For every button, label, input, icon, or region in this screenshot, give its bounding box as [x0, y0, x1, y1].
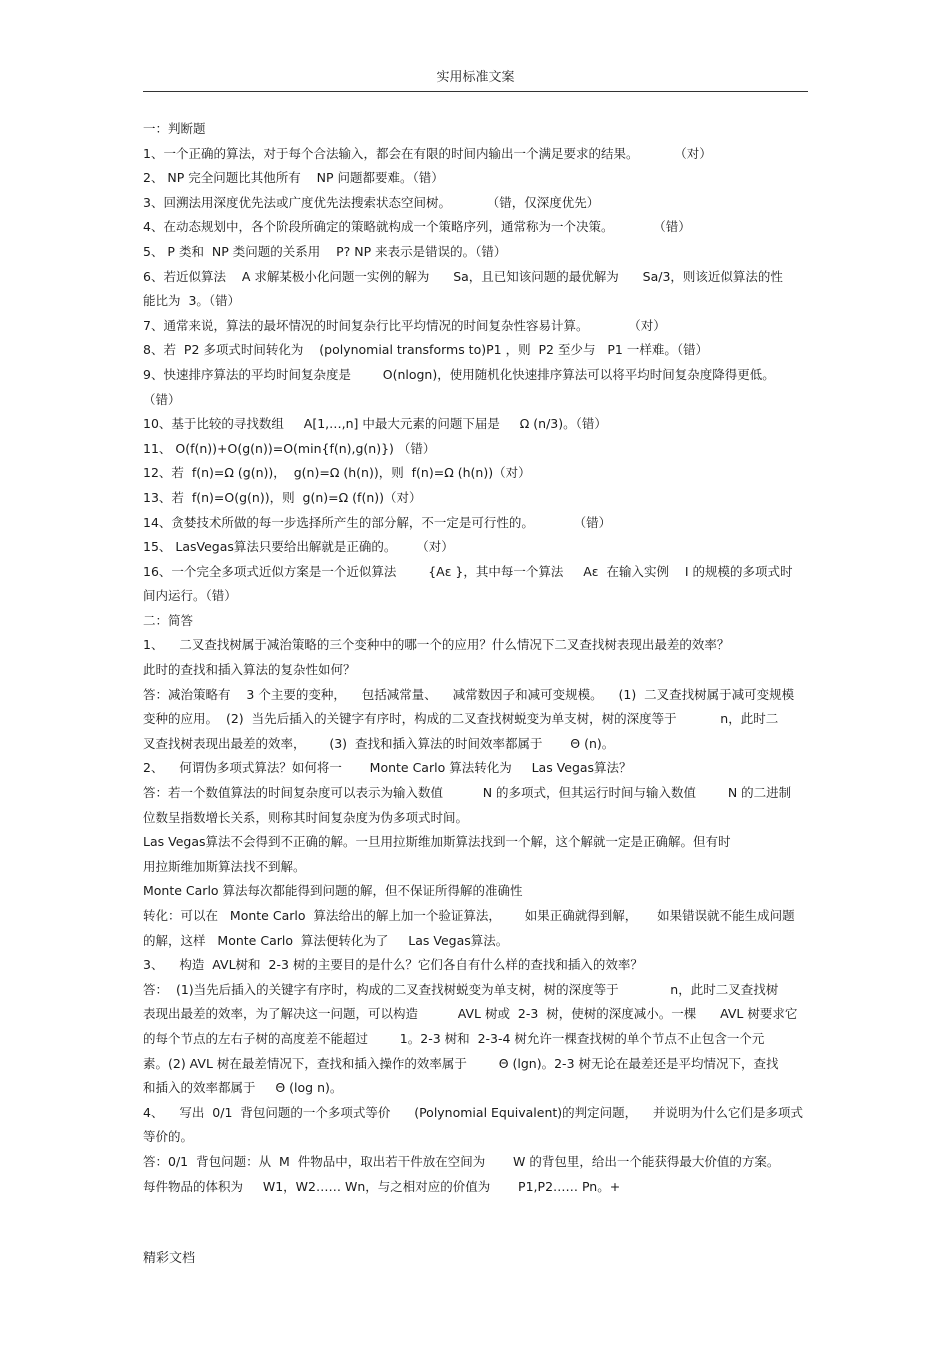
text-line: 3、回溯法用深度优先法或广度优先法搜索状态空间树。 （错，仅深度优先） [143, 194, 600, 210]
text-line: 2、 NP 完全问题比其他所有 NP 问题都要难。（错） [143, 170, 444, 186]
text-line: 间内运行。（错） [143, 588, 237, 604]
text-line: 等价的。 [143, 1129, 194, 1145]
text-line: 答：若一个数值算法的时间复杂度可以表示为输入数值 N 的多项式，但其运行时间与输入数值 N 的二进制 [143, 785, 792, 801]
text-line: 的解，这样 Monte Carlo 算法便转化为了 Las Vegas算法。 [143, 932, 509, 948]
text-line: 7、通常来说，算法的最坏情况的时间复杂行比平均情况的时间复杂性容易计算。 （对） [143, 317, 666, 333]
document-body [143, 117, 808, 1199]
text-line: 叉查找树表现出最差的效率， (3) 查找和插入算法的时间效率都属于 Θ (n)。 [143, 735, 615, 751]
text-line: Monte Carlo 算法每次都能得到问题的解，但不保证所得解的准确性 [143, 883, 523, 899]
text-line: 11、 O(f(n))+O(g(n))=O(min{f(n),g(n)}) （错） [143, 440, 436, 456]
text-line: （错） [143, 391, 181, 407]
text-line: 答：减治策略有 3 个主要的变种， 包括减常量、 减常数因子和减可变规模。 (1) 二叉查找树属于减可变规模 [143, 686, 795, 702]
text-line: 14、贪婪技术所做的每一步选择所产生的部分解，不一定是可行性的。 （错） [143, 514, 612, 530]
text-line: Las Vegas算法不会得到不正确的解。一旦用拉斯维加斯算法找到一个解，这个解就一定是正确解。但有时 [143, 834, 731, 850]
text-line: 素。(2) AVL 树在最差情况下，查找和插入操作的效率属于 Θ (lgn)。2-3 树无论在最差还是平均情况下，查找 [143, 1055, 779, 1071]
question-heading: 1、 二叉查找树属于减治策略的三个变种中的哪一个的应用？什么情况下二叉查找树表现出最差的效率？ [143, 637, 730, 653]
text-line: 变种的应用。 (2) 当先后插入的关键字有序时，构成的二叉查找树蜕变为单支树，树的深度等于 n，此时二 [143, 711, 779, 727]
text-line: 9、快速排序算法的平均时间复杂度是 O(nlogn)，使用随机化快速排序算法可以将平均时间复杂度降得更低。 [143, 366, 775, 382]
text-line: 和插入的效率都属于 Θ (log n)。 [143, 1080, 343, 1096]
text-line: 10、基于比较的寻找数组 A[1,…,n] 中最大元素的问题下届是 Ω (n/3)。（错） [143, 416, 607, 432]
question-heading: 3、 构造 AVL树和 2-3 树的主要目的是什么？它们各自有什么样的查找和插入的效率？ [143, 957, 643, 973]
text-line: 15、 LasVegas算法只要给出解就是正确的。 （对） [143, 539, 454, 555]
text-line: 答： (1)当先后插入的关键字有序时，构成的二叉查找树蜕变为单支树，树的深度等于 n，此时二叉查找树 [143, 981, 779, 997]
text-line: 表现出最差的效率，为了解决这一问题，可以构造 AVL 树或 2-3 树，使树的深度减小。一棵 AVL 树要求它 [143, 1006, 798, 1022]
text-line: 每件物品的体积为 W1，W2…… Wn，与之相对应的价值为 P1,P2…… Pn。+ [143, 1178, 621, 1194]
section-heading-judgement: 一：判断题 [143, 121, 206, 136]
text-line: 8、若 P2 多项式时间转化为 (polynomial transforms to)P1 ，则 P2 至少与 P1 一样难。（错） [143, 342, 709, 358]
text-line: 能比为 3。（错） [143, 293, 241, 309]
text-line: 转化：可以在 Monte Carlo 算法给出的解上加一个验证算法， 如果正确就得到解， 如果错误就不能生成问题 [143, 908, 795, 923]
page-footer: 精彩文档 [143, 1251, 196, 1266]
text-line: 13、若 f(n)=O(g(n))，则 g(n)=Ω (f(n))（对） [143, 489, 422, 505]
section-heading-short-answer: 二：简答 [143, 612, 194, 628]
page-header: 实用标准文案 [436, 70, 515, 85]
text-line: 16、一个完全多项式近似方案是一个近似算法 {Aε }，其中每一个算法 Aε 在输入实例 I 的规模的多项式时 [143, 563, 793, 579]
text-line: 12、若 f(n)=Ω (g(n))， g(n)=Ω (h(n))，则 f(n)=Ω (h(n))（对） [143, 465, 531, 481]
question-heading: 4、 写出 0/1 背包问题的一个多项式等价 (Polynomial Equivalent)的判定问题， 并说明为什么它们是多项式 [143, 1104, 804, 1120]
text-line: 答：0/1 背包问题：从 M 件物品中，取出若干件放在空间为 W 的背包里，给出一个能获得最大价值的方案。 [143, 1153, 780, 1169]
text-line: 6、若近似算法 A 求解某极小化问题一实例的解为 Sa，且已知该问题的最优解为 Sa/3，则该近似算法的性 [143, 268, 783, 284]
text-line: 4、在动态规划中，各个阶段所确定的策略就构成一个策略序列，通常称为一个决策。 （错） [143, 219, 691, 235]
text-line: 位数呈指数增长关系，则称其时间复杂度为伪多项式时间。 [143, 809, 469, 825]
text-line: 5、 P 类和 NP 类问题的关系用 P? NP 来表示是错误的。（错） [143, 243, 507, 259]
header-rule [143, 91, 808, 92]
text-line: 1、一个正确的算法，对于每个合法输入，都会在有限的时间内输出一个满足要求的结果。 （对） [143, 145, 712, 161]
text-line: 的每个节点的左右子树的高度差不能超过 1。2-3 树和 2-3-4 树允许一棵查找树的单个节点不止包含一个元 [143, 1030, 765, 1046]
text-line: 用拉斯维加斯算法找不到解。 [143, 858, 306, 874]
text-line: 此时的查找和插入算法的复杂性如何？ [143, 662, 356, 678]
question-heading: 2、 何谓伪多项式算法？如何将一 Monte Carlo 算法转化为 Las Vegas算法？ [143, 760, 632, 776]
